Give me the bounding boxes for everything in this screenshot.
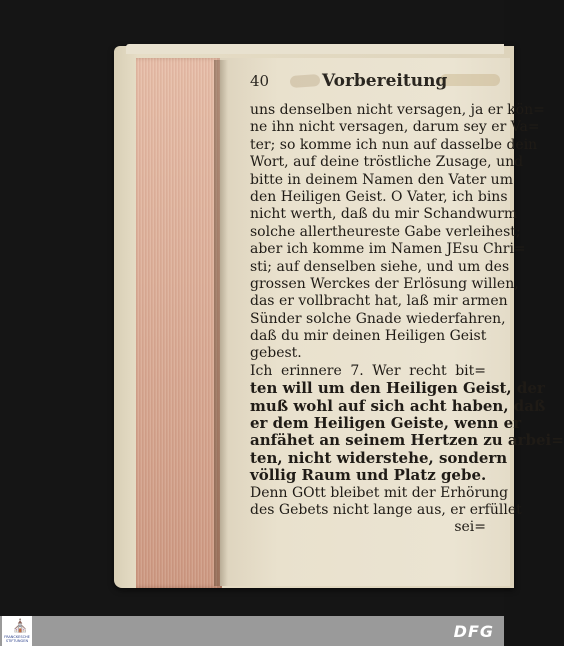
text-line: muß wohl auf sich acht haben, daß	[250, 396, 546, 415]
text-line: gebest.	[250, 345, 302, 362]
franckesche-stiftungen-logo[interactable]	[2, 616, 32, 646]
logo-caption: FRANCKESCHE STIFTUNGEN	[4, 635, 30, 643]
text-line: Wort, auf deine tröstliche Zusage, und	[250, 154, 524, 171]
text-line: ter; so komme ich nun auf dasselbe dein	[250, 136, 538, 153]
viewer-footer-bar	[0, 616, 504, 646]
ink-smudge	[290, 74, 321, 88]
text-line: ne ihn nicht versagen, darum sey er Va=	[250, 119, 540, 136]
text-line: grossen Werckes der Erlösung willen,	[250, 275, 519, 292]
text-line: das er vollbracht hat, laß mir armen	[250, 293, 508, 310]
text-line: solche allertheureste Gabe verleihest;	[250, 223, 521, 240]
text-line: ten, nicht widerstehe, sondern	[250, 448, 508, 467]
page-body-text	[250, 102, 564, 537]
page-gutter-shadow	[214, 60, 228, 586]
running-head-title: Vorbereitung	[322, 71, 448, 91]
ink-smudge	[440, 74, 500, 86]
text-line: er dem Heiligen Geiste, wenn er	[250, 414, 522, 433]
page-number: 40	[250, 72, 270, 90]
text-line: bitte in deinem Namen den Vater um	[250, 171, 513, 188]
text-line: sti; auf denselben siehe, und um des	[250, 258, 510, 275]
text-line: den Heiligen Geist. O Vater, ich bins	[250, 188, 508, 205]
text-line: anfähet an seinem Hertzen zu arbei=	[250, 431, 564, 450]
text-line: nicht werth, daß du mir Schandwurm	[250, 206, 518, 223]
text-line: Denn GOtt bleibet mit der Erhörung	[250, 484, 509, 501]
book-cover-edge	[126, 44, 504, 54]
text-line: ten will um den Heiligen Geist, der	[250, 379, 545, 398]
page-edges	[136, 58, 222, 588]
text-line: Ich erinnere 7. Wer recht bit=	[250, 362, 486, 379]
text-line: völlig Raum und Platz gebe.	[250, 466, 487, 485]
text-line: des Gebets nicht lange aus, er erfüllet	[250, 501, 522, 518]
text-line: Sünder solche Gnade wiederfahren,	[250, 310, 506, 327]
church-icon: ⛪	[12, 619, 29, 634]
text-line: daß du mir deinen Heiligen Geist	[250, 328, 487, 345]
text-line: aber ich komme im Namen JEsu Chri=	[250, 241, 526, 258]
dfg-logo[interactable]: DFG	[453, 622, 494, 641]
text-line: sei=	[454, 519, 486, 536]
running-head	[250, 72, 500, 94]
text-line: uns denselben nicht versagen, ja er kön=	[250, 102, 545, 118]
